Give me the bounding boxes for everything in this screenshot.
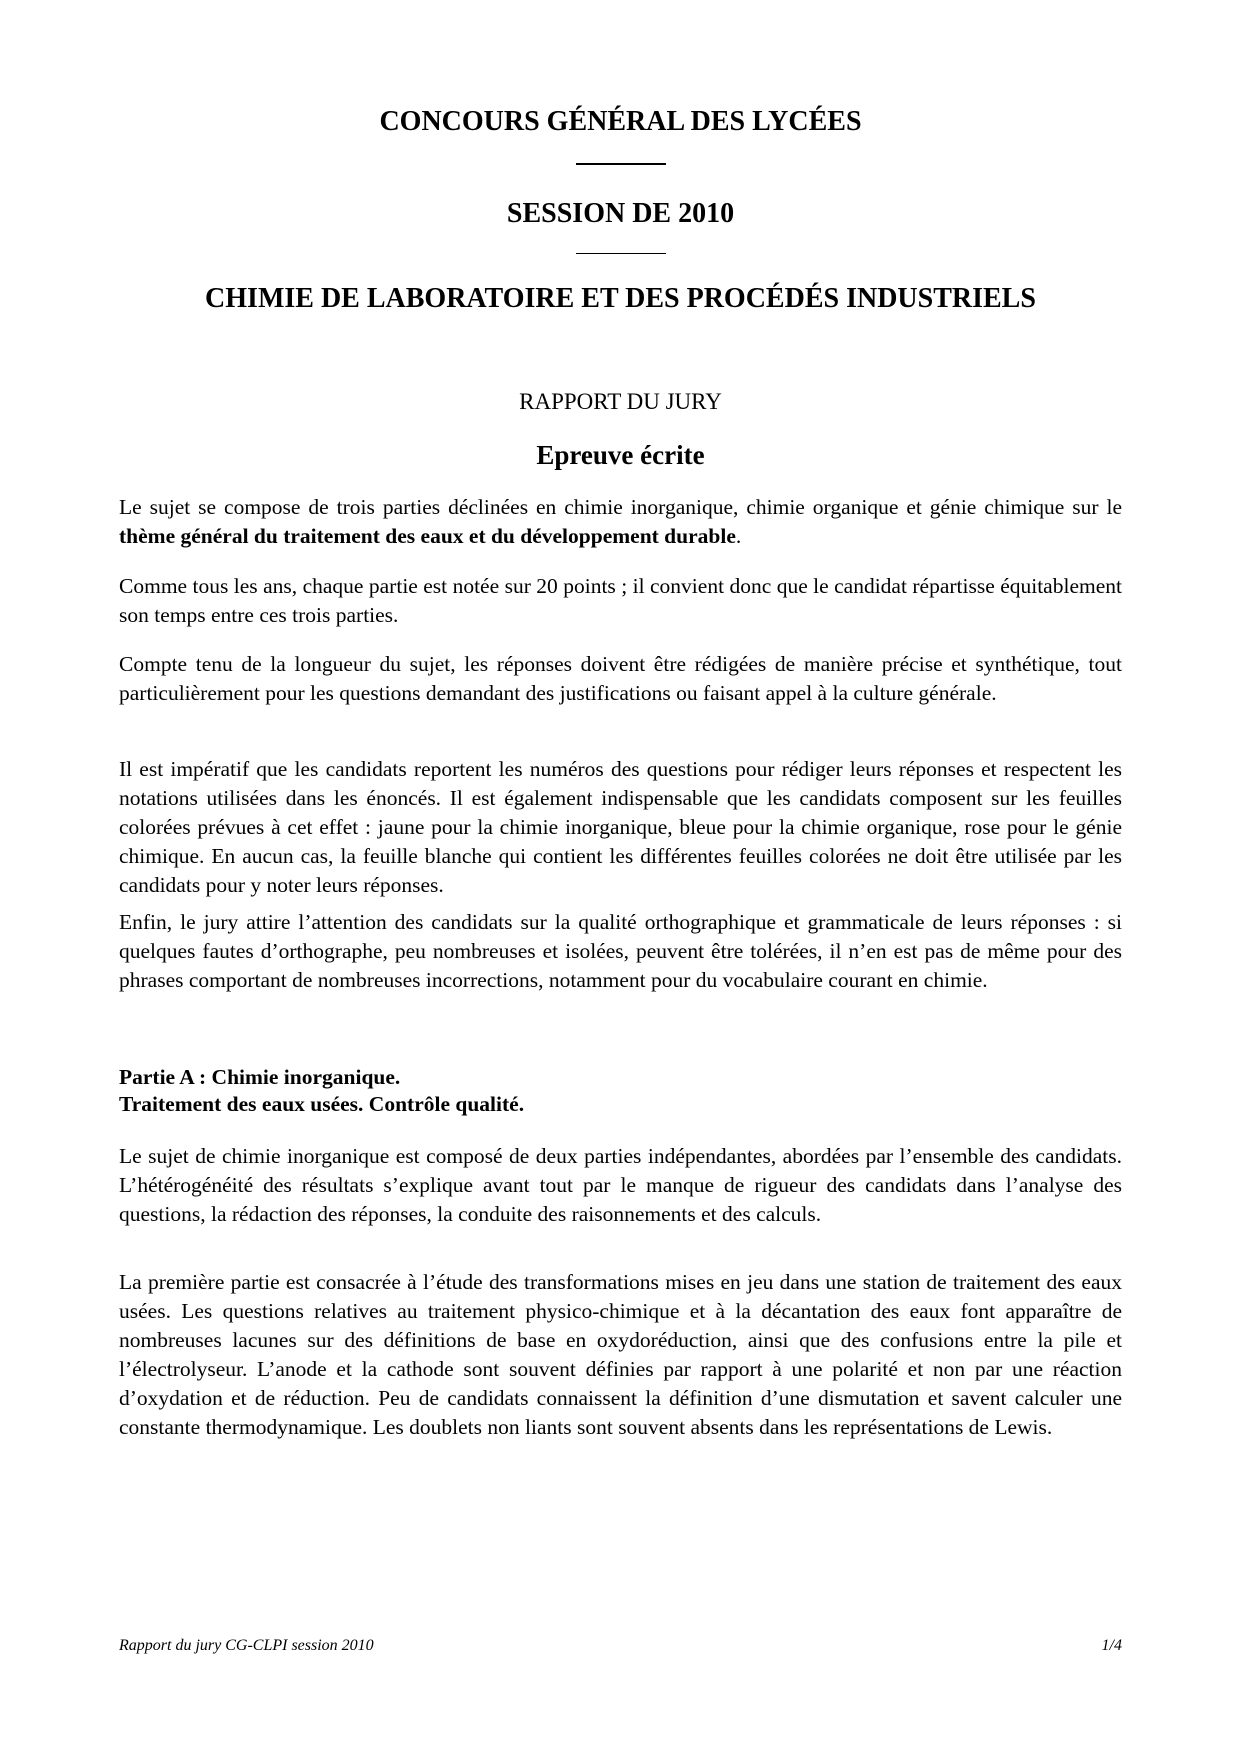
- footer-report-name: Rapport du jury CG-CLPI session 2010: [119, 1637, 374, 1654]
- part-a-heading-2: Traitement des eaux usées. Contrôle qualité.: [119, 1092, 525, 1116]
- intro-paragraph-4: Il est impératif que les candidats reportent les numéros des questions pour rédiger leurs réponses et respectent les notations utilisées dans les énoncés. Il est également indispensable que les candidats composent sur les feuilles colorées prévues à cet effet : jaune pour la chimie inorganique, bleue pour la chimie organique, rose pour le génie chimique. En aucun cas, la feuille blanche qui contient les différentes feuilles colorées ne doit être utilisée par les candidats pour y noter leurs réponses.: [119, 757, 1122, 897]
- session-title: SESSION DE 2010: [506, 198, 735, 229]
- contest-title: CONCOURS GÉNÉRAL DES LYCÉES: [379, 106, 862, 137]
- subject-title: CHIMIE DE LABORATOIRE ET DES PROCÉDÉS INDUSTRIELS: [205, 283, 1036, 314]
- part-a-paragraph-1: Le sujet de chimie inorganique est composé de deux parties indépendantes, abordées par l’ensemble des candidats. L’hétérogénéité des résultats s’explique avant tout par le manque de rigueur des candidats dans l’analyse des questions, la rédaction des réponses, la conduite des raisonnements et des calculs.: [119, 1144, 1122, 1226]
- report-label: RAPPORT DU JURY: [519, 389, 722, 414]
- intro-paragraph-1-text: Le sujet se compose de trois parties déclinées en chimie inorganique, chimie organique et génie chimique sur le: [119, 495, 1122, 519]
- intro-paragraph-2: Comme tous les ans, chaque partie est notée sur 20 points ; il convient donc que le candidat répartisse équitablement son temps entre ces trois parties.: [119, 574, 1122, 627]
- intro-paragraph-1: [119, 493, 1122, 551]
- title-separator: [576, 163, 666, 165]
- intro-paragraph-1-end: .: [735, 524, 742, 548]
- intro-paragraph-1-emphasis: thème général du traitement des eaux et du développement durable: [119, 524, 736, 548]
- session-separator: [576, 253, 666, 254]
- intro-paragraph-3: Compte tenu de la longueur du sujet, les réponses doivent être rédigées de manière précise et synthétique, tout particulièrement pour les questions demandant des justifications ou faisant appel à la culture générale.: [119, 652, 1122, 705]
- section-title: Epreuve écrite: [536, 440, 705, 470]
- part-a-paragraph-2: La première partie est consacrée à l’étude des transformations mises en jeu dans une station de traitement des eaux usées. Les questions relatives au traitement physico-chimique et à la décantation des eaux font apparaître de nombreuses lacunes sur des définitions de base en oxydoréduction, ainsi que des confusions entre la pile et l’électrolyseur. L’anode et la cathode sont souvent définies par rapport à une polarité et non par une réaction d’oxydation et de réduction. Peu de candidats connaissent la définition d’une dismutation et savent calculer une constante thermodynamique. Les doublets non liants sont souvent absents dans les représentations de Lewis.: [119, 1270, 1122, 1439]
- intro-paragraph-5: Enfin, le jury attire l’attention des candidats sur la qualité orthographique et grammaticale de leurs réponses : si quelques fautes d’orthographe, peu nombreuses et isolées, peuvent être tolérées, il n’en est pas de même pour des phrases comportant de nombreuses incorrections, notamment pour du vocabulaire courant en chimie.: [119, 910, 1122, 992]
- part-a-heading-1: Partie A : Chimie inorganique.: [119, 1065, 401, 1089]
- footer-page-number: 1/4: [1101, 1637, 1122, 1654]
